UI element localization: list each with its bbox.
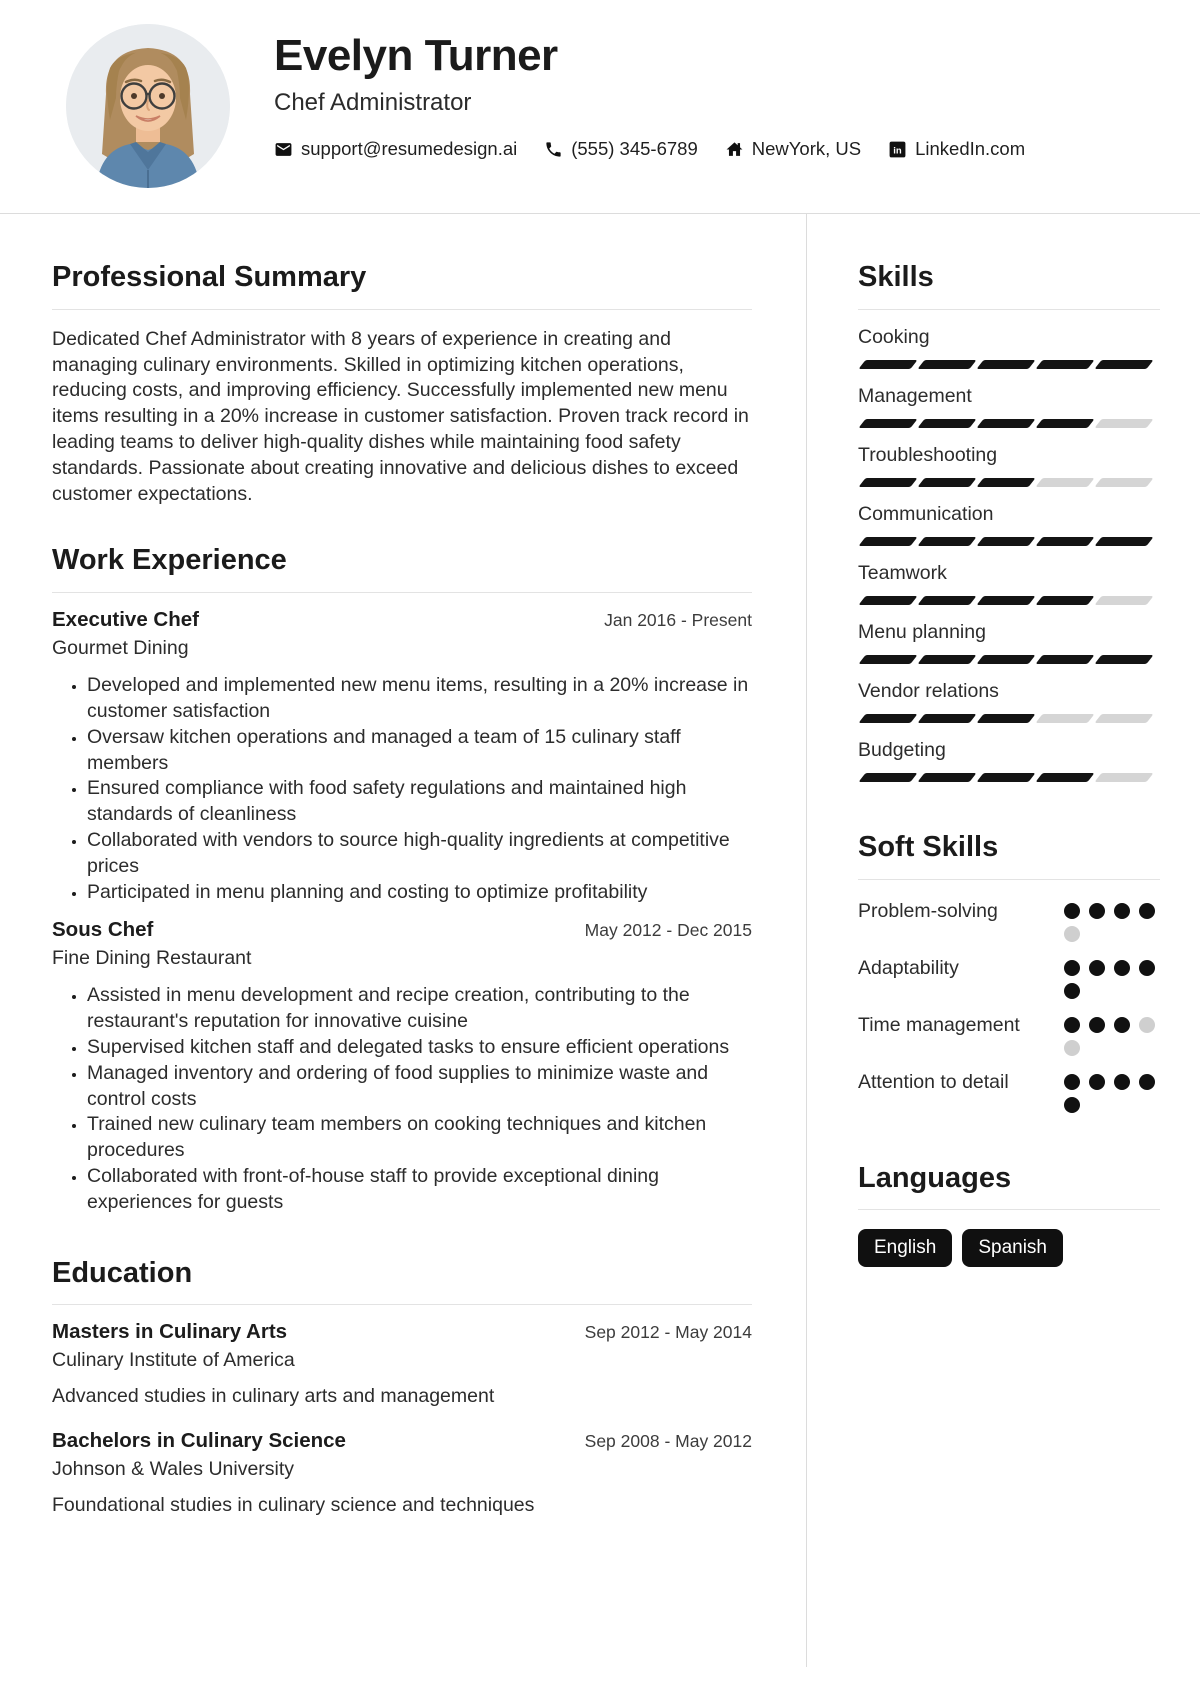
skill-name: Communication — [858, 502, 994, 525]
job-bullet: • Managed inventory and ordering of food supplies to minimize waste and control costs — [87, 1061, 752, 1113]
bar-segment — [1035, 537, 1094, 546]
bar-segment — [1094, 360, 1153, 369]
bar-segment — [917, 478, 976, 487]
linkedin-icon — [888, 140, 907, 159]
bar-segment — [976, 773, 1035, 782]
contact-email[interactable] — [274, 138, 517, 160]
education-heading: Education — [52, 1256, 193, 1289]
rating-dot — [1089, 1074, 1105, 1090]
skill-item — [858, 621, 1160, 664]
skill-item — [858, 562, 1160, 605]
skill-name: Management — [858, 384, 972, 407]
bar-segment — [976, 478, 1035, 487]
education-description: Foundational studies in culinary science and techniques — [52, 1494, 535, 1517]
summary-text: Dedicated Chef Administrator with 8 years of experience in creating and managing culinary environments. Skilled in optimizing kitchen operations, reducing costs, and improving efficiency. Successfully implemented new menu items resulting in a 20% increase in customer satisfaction. Proven track record in leading teams to deliver high-quality dishes while maintaining food safety standards. Passionate about creating innovative and delicious dishes to exceed customer expectations. — [52, 327, 749, 505]
bar-segment — [1035, 714, 1094, 723]
avatar-illustration — [66, 24, 230, 188]
section-divider — [858, 1209, 1160, 1210]
bar-segment — [976, 419, 1035, 428]
sidebar-column — [806, 214, 1160, 1667]
soft-skills-heading: Soft Skills — [858, 830, 999, 863]
skill-bar — [858, 714, 1160, 723]
job-bullet-list — [52, 983, 752, 1215]
home-icon — [725, 140, 744, 159]
bar-segment — [1035, 478, 1094, 487]
soft-skill-name: Time management — [858, 1013, 1020, 1036]
job-date: Jan 2016 - Present — [604, 610, 752, 631]
job-company: Gourmet Dining — [52, 637, 189, 660]
bar-segment — [917, 655, 976, 664]
rating-dot — [1064, 960, 1080, 976]
contact-linkedin-text: LinkedIn.com — [915, 138, 1026, 160]
person-title: Chef Administrator — [274, 89, 472, 117]
rating-dot — [1114, 1017, 1130, 1033]
contact-row — [274, 138, 1025, 160]
soft-skill-dots — [1064, 955, 1160, 999]
bar-segment — [917, 537, 976, 546]
skill-name: Menu planning — [858, 620, 986, 643]
education-date: Sep 2008 - May 2012 — [584, 1431, 752, 1452]
bar-segment — [1035, 773, 1094, 782]
phone-icon — [544, 140, 563, 159]
bar-segment — [858, 478, 917, 487]
rating-dot — [1089, 1017, 1105, 1033]
rating-dot — [1064, 1017, 1080, 1033]
language-badge: Spanish — [962, 1229, 1063, 1267]
job-bullet: • Assisted in menu development and recipe creation, contributing to the restaurant's reputation for innovative cuisine — [87, 983, 752, 1035]
soft-skill-item — [858, 955, 1160, 999]
skill-item — [858, 326, 1160, 369]
soft-skill-dots — [1064, 1069, 1160, 1113]
bar-segment — [858, 714, 917, 723]
soft-skill-item — [858, 1069, 1160, 1113]
main-column — [52, 214, 752, 1667]
job-bullet: • Participated in menu planning and costing to optimize profitability — [87, 880, 752, 906]
skill-name: Vendor relations — [858, 679, 999, 702]
education-entry — [52, 1320, 752, 1408]
section-divider — [858, 309, 1160, 310]
job-bullet: • Trained new culinary team members on cooking techniques and kitchen procedures — [87, 1112, 752, 1164]
bar-segment — [1094, 714, 1153, 723]
skill-bar — [858, 596, 1160, 605]
skill-name: Cooking — [858, 325, 930, 348]
bar-segment — [858, 596, 917, 605]
summary-heading: Professional Summary — [52, 261, 367, 293]
education-description: Advanced studies in culinary arts and management — [52, 1385, 495, 1408]
school-name: Johnson & Wales University — [52, 1458, 295, 1481]
section-divider — [52, 1304, 752, 1305]
rating-dot — [1114, 960, 1130, 976]
section-divider — [52, 592, 752, 593]
section-education — [52, 1256, 752, 1518]
soft-skill-dots — [1064, 1012, 1160, 1056]
skill-item — [858, 385, 1160, 428]
soft-skill-dots — [1064, 898, 1160, 942]
bar-segment — [1094, 655, 1153, 664]
bar-segment — [858, 655, 917, 664]
bar-segment — [976, 714, 1035, 723]
header-info — [274, 24, 1025, 160]
languages-heading: Languages — [858, 1161, 1012, 1194]
education-date: Sep 2012 - May 2014 — [584, 1322, 752, 1343]
svg-text:in: in — [893, 145, 902, 157]
rating-dot — [1089, 960, 1105, 976]
bar-segment — [858, 419, 917, 428]
skill-bar — [858, 360, 1160, 369]
bar-segment — [858, 773, 917, 782]
person-name: Evelyn Turner — [274, 31, 558, 80]
skill-item — [858, 739, 1160, 782]
job-title: Sous Chef — [52, 918, 154, 942]
soft-skill-name: Problem-solving — [858, 899, 998, 922]
soft-skills-list — [858, 898, 1160, 1113]
bar-segment — [1094, 478, 1153, 487]
section-work-experience — [52, 543, 752, 1215]
bar-segment — [976, 655, 1035, 664]
job-bullet-list — [52, 673, 752, 905]
bar-segment — [917, 419, 976, 428]
bar-segment — [1094, 773, 1153, 782]
job-bullet: • Collaborated with vendors to source high-quality ingredients at competitive prices — [87, 828, 752, 880]
contact-phone-text: (555) 345-6789 — [571, 138, 698, 160]
rating-dot — [1064, 983, 1080, 999]
rating-dot — [1064, 1074, 1080, 1090]
skill-item — [858, 444, 1160, 487]
education-entry — [52, 1429, 752, 1517]
bar-segment — [1094, 596, 1153, 605]
contact-location[interactable] — [725, 138, 861, 160]
skill-bar — [858, 537, 1160, 546]
bar-segment — [1035, 655, 1094, 664]
bar-segment — [976, 360, 1035, 369]
skill-bar — [858, 478, 1160, 487]
bar-segment — [976, 596, 1035, 605]
content-columns — [0, 214, 1200, 1667]
rating-dot — [1114, 1074, 1130, 1090]
bar-segment — [976, 537, 1035, 546]
rating-dot — [1139, 960, 1155, 976]
skills-list — [858, 326, 1160, 782]
bar-segment — [858, 537, 917, 546]
contact-linkedin[interactable] — [888, 138, 1025, 160]
rating-dot — [1139, 903, 1155, 919]
rating-dot — [1139, 1017, 1155, 1033]
languages-list — [858, 1229, 1160, 1267]
contact-phone[interactable] — [544, 138, 698, 160]
degree-title: Bachelors in Culinary Science — [52, 1429, 346, 1453]
contact-email-text: support@resumedesign.ai — [301, 138, 518, 160]
rating-dot — [1064, 1097, 1080, 1113]
work-experience-heading: Work Experience — [52, 544, 287, 577]
soft-skill-name: Adaptability — [858, 956, 959, 979]
soft-skill-item — [858, 1012, 1160, 1056]
job-entry — [52, 608, 752, 905]
skill-name: Teamwork — [858, 561, 947, 584]
language-badge: English — [858, 1229, 952, 1267]
skill-name: Budgeting — [858, 738, 946, 761]
section-divider — [858, 879, 1160, 880]
skills-heading: Skills — [858, 261, 934, 293]
job-date: May 2012 - Dec 2015 — [584, 920, 752, 941]
bar-segment — [1035, 419, 1094, 428]
rating-dot — [1064, 926, 1080, 942]
email-icon — [274, 140, 293, 159]
bar-segment — [917, 714, 976, 723]
rating-dot — [1064, 1040, 1080, 1056]
job-bullet: • Developed and implemented new menu items, resulting in a 20% increase in customer satisfaction — [87, 673, 752, 725]
job-bullet: • Oversaw kitchen operations and managed a team of 15 culinary staff members — [87, 725, 752, 777]
avatar — [66, 24, 230, 188]
rating-dot — [1114, 903, 1130, 919]
bar-segment — [1094, 419, 1153, 428]
bar-segment — [1035, 596, 1094, 605]
job-bullet: • Ensured compliance with food safety regulations and maintained high standards of cleanliness — [87, 776, 752, 828]
rating-dot — [1089, 903, 1105, 919]
skill-item — [858, 503, 1160, 546]
job-bullet: • Supervised kitchen staff and delegated tasks to ensure efficient operations — [87, 1035, 752, 1061]
header — [0, 0, 1200, 214]
job-entry — [52, 918, 752, 1215]
section-divider — [52, 309, 752, 310]
section-summary — [52, 260, 752, 507]
degree-title: Masters in Culinary Arts — [52, 1320, 288, 1344]
job-bullet: • Collaborated with front-of-house staff to provide exceptional dining experiences for guests — [87, 1164, 752, 1216]
bar-segment — [917, 360, 976, 369]
bar-segment — [1094, 537, 1153, 546]
bar-segment — [917, 596, 976, 605]
bar-segment — [858, 360, 917, 369]
rating-dot — [1139, 1074, 1155, 1090]
soft-skill-name: Attention to detail — [858, 1070, 1009, 1093]
rating-dot — [1064, 903, 1080, 919]
job-company: Fine Dining Restaurant — [52, 947, 252, 970]
bar-segment — [917, 773, 976, 782]
contact-location-text: NewYork, US — [751, 138, 862, 160]
skill-name: Troubleshooting — [858, 443, 998, 466]
skill-bar — [858, 655, 1160, 664]
skill-item — [858, 680, 1160, 723]
skill-bar — [858, 419, 1160, 428]
soft-skill-item — [858, 898, 1160, 942]
skill-bar — [858, 773, 1160, 782]
job-title: Executive Chef — [52, 608, 199, 632]
bar-segment — [1035, 360, 1094, 369]
school-name: Culinary Institute of America — [52, 1349, 295, 1372]
